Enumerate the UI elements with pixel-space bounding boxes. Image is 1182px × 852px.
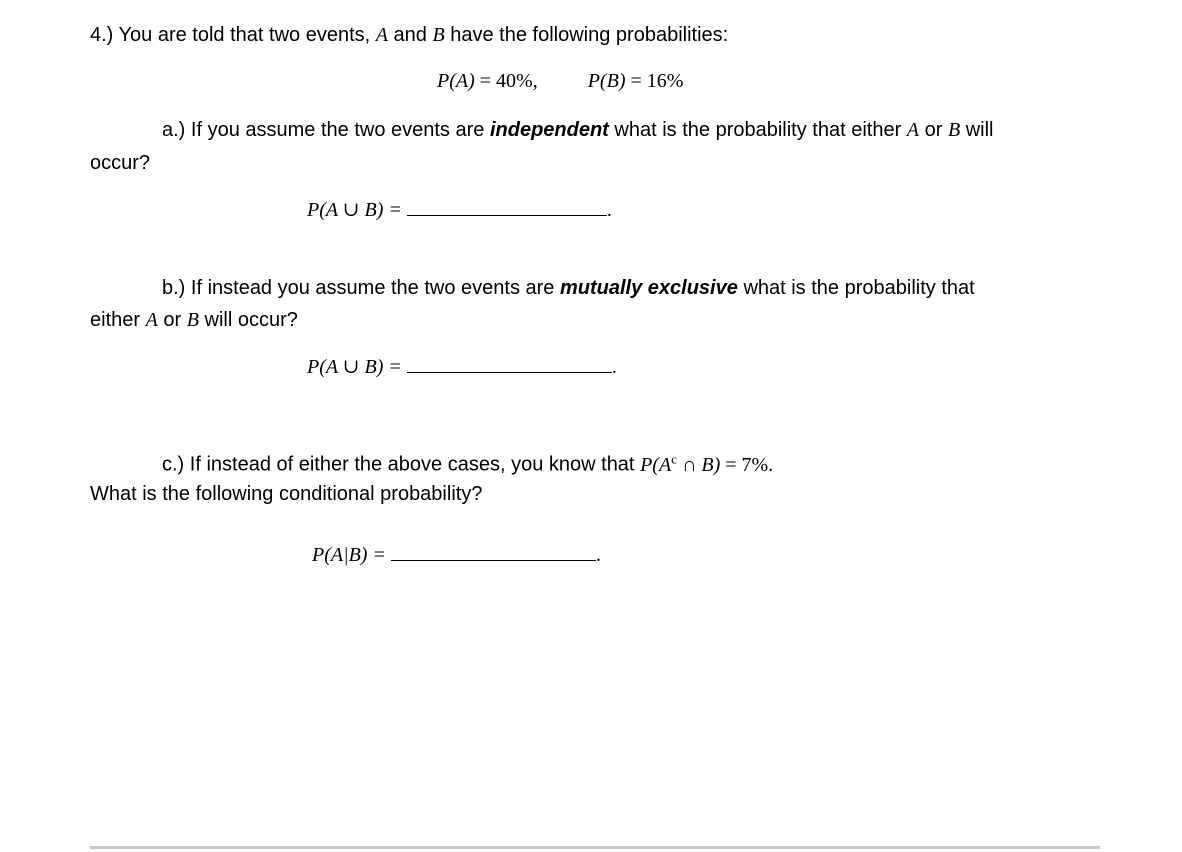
part-c-given-lhs: P(A (640, 453, 672, 476)
event-a: A (375, 24, 388, 46)
question-intro (90, 25, 728, 45)
part-b-var-a: A (145, 309, 158, 331)
event-b: B (432, 24, 445, 46)
part-b-answer-end: . (611, 356, 617, 378)
part-a-answer-line (307, 200, 612, 220)
part-c-answer-end: . (595, 544, 601, 566)
part-b-or: or (163, 309, 182, 331)
part-a-emphasis: independent (489, 119, 609, 141)
part-a-answer-blank[interactable] (407, 214, 607, 216)
part-b-question-cont (90, 310, 298, 330)
part-b-cont-suffix: will occur? (204, 309, 298, 331)
intro-suffix: have the following probabilities: (450, 24, 729, 46)
given-b-rhs: = 16% (630, 70, 684, 92)
part-b-emphasis: mutually exclusive (560, 277, 738, 299)
given-probabilities (437, 71, 683, 91)
part-a-prefix: a.) If you assume the two events are (162, 119, 485, 141)
part-c-given-sup: c (671, 451, 677, 466)
part-c-answer-lhs: P(A|B) = (312, 544, 386, 566)
page-bottom-rule (90, 846, 1100, 849)
part-b-var-b: B (186, 309, 199, 331)
part-a-or: or (924, 119, 943, 141)
given-a-rhs: = 40%, (479, 70, 538, 92)
part-c-given-mid: ∩ B) (676, 453, 721, 476)
and-word: and (393, 24, 427, 46)
part-b-suffix: what is the probability that (743, 277, 975, 299)
given-b-lhs: P(B) (587, 70, 626, 92)
part-b-answer-blank[interactable] (407, 371, 612, 373)
part-a-answer-lhs: P(A ∪ B) = (307, 199, 402, 221)
part-b-prefix: b.) If instead you assume the two events are (162, 277, 555, 299)
part-c-question (162, 452, 773, 475)
part-c-prefix: c.) If instead of either the above cases, you know that (162, 453, 635, 476)
intro-prefix: 4.) You are told that two events, (90, 24, 371, 46)
part-a-question (162, 120, 994, 140)
part-c-answer-blank[interactable] (391, 559, 596, 561)
part-b-cont-prefix: either (90, 309, 141, 331)
part-b-answer-lhs: P(A ∪ B) = (307, 356, 402, 378)
part-a-var-a: A (906, 119, 920, 141)
part-c-given-rhs: = 7%. (725, 453, 774, 476)
part-a-question-cont: occur? (90, 152, 151, 174)
part-a-var-b: B (947, 119, 961, 141)
part-b-question (162, 278, 975, 298)
part-a-answer-end: . (606, 199, 612, 221)
part-a-middle: what is the probability that either (614, 119, 902, 141)
given-a-lhs: P(A) (437, 70, 475, 92)
part-a-suffix: will (965, 119, 994, 141)
part-b-answer-line (307, 357, 617, 377)
part-c-answer-line (312, 545, 601, 565)
part-c-question-cont: What is the following conditional probability? (90, 483, 483, 505)
part-c-given (640, 451, 774, 476)
